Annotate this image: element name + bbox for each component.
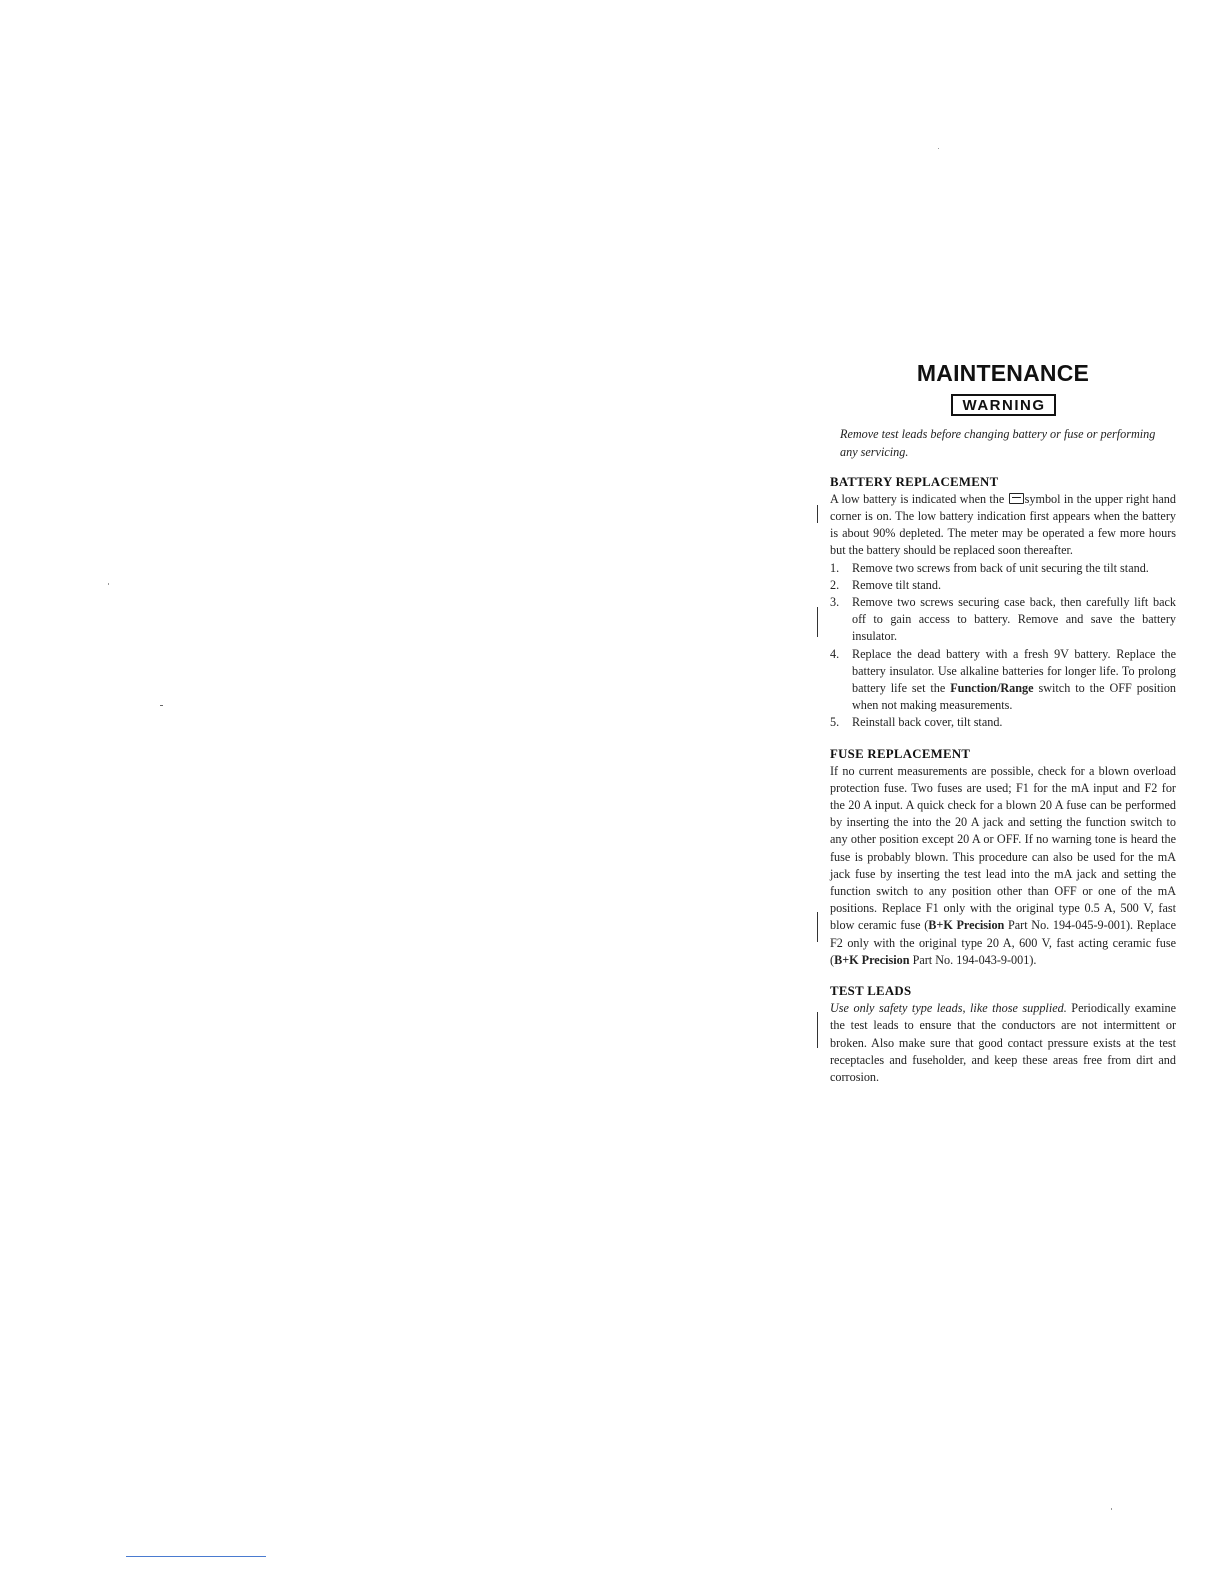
battery-intro-start: A low battery is indicated when the — [830, 491, 1005, 506]
maintenance-column — [830, 360, 1177, 1086]
change-bar — [817, 607, 818, 637]
change-bar — [817, 1012, 818, 1048]
list-item — [830, 646, 1176, 715]
battery-intro — [830, 491, 1176, 560]
brand-name: B+K Precision — [834, 952, 910, 967]
step-text-start: Replace the dead battery with a fresh 9V battery. Replace the battery insulator. Use alkaline batteries for longer life. To prolong battery life set the — [852, 646, 1176, 696]
step-text — [852, 646, 1176, 715]
function-range-term: Function/Range — [950, 681, 1034, 696]
battery-section — [830, 474, 1176, 732]
step-number: 5. — [830, 715, 840, 730]
fuse-text-2: Part No. 194-045-9-001). Replace F2 only with the original type 20 A, 600 V, fast acting ceramic fuse ( — [830, 918, 1176, 967]
step-number: 2. — [830, 577, 840, 592]
change-bar — [817, 505, 818, 523]
battery-heading: BATTERY REPLACEMENT — [830, 474, 999, 489]
step-number: 1. — [830, 560, 840, 575]
step-number: 4. — [830, 646, 840, 661]
list-item — [830, 577, 1176, 594]
battery-steps — [830, 560, 1176, 732]
step-text-end: switch to the OFF position when not making measurements. — [852, 681, 1177, 713]
warning-wrap — [830, 394, 1176, 416]
step-text: Reinstall back cover, tilt stand. — [852, 715, 1003, 730]
fuse-heading: FUSE REPLACEMENT — [830, 746, 971, 761]
fuse-text-1: If no current measurements are possible, check for a blown overload protection fuse. Two fuses are used; F1 for the mA input and F2 for the 20 A input. A quick check for a blown 20 A fuse can be performed by inserting the into the 20 A jack and setting the function switch to any other position except 20 A or OFF. If no warning tone is heard the fuse is probably blown. This procedure can also be used for the mA jack fuse by inserting the test lead into the mA jack and setting the function switch to any position other than OFF or one of the mA positions. Replace F1 only with the original type 0.5 A, 500 V, fast blow ceramic fuse ( — [830, 763, 1176, 933]
step-text: Remove two screws securing case back, then carefully lift back off to gain access to battery. Remove and save the battery insulator. — [852, 595, 1176, 644]
battery-icon — [1009, 493, 1024, 504]
test-leads-text: Periodically examine the test leads to ensure that the conductors are not intermittent or broken. Also make sure that good contact pressure exists at the test receptacles and fuseholder, and keep these areas free from dirt and corrosion. — [830, 1001, 1176, 1084]
fuse-text-3: Part No. 194-043-9-001). — [909, 952, 1037, 967]
warning-label: WARNING — [951, 394, 1056, 416]
scan-speck — [938, 148, 939, 149]
test-leads-emphasis: Use only safety type leads, like those supplied. — [830, 1001, 1067, 1016]
page-title: MAINTENANCE — [916, 360, 1090, 386]
test-leads-section — [830, 983, 1176, 1086]
bottom-rule — [126, 1556, 266, 1557]
list-item — [830, 714, 1176, 731]
fuse-section — [830, 746, 1176, 969]
scan-speck — [1111, 1508, 1112, 1510]
warning-text: Remove test leads before changing battery or fuse or performing any servicing. — [840, 427, 1156, 459]
scan-speck — [108, 583, 109, 585]
step-text: Remove tilt stand. — [852, 577, 942, 592]
list-item — [830, 594, 1176, 646]
change-bar — [817, 912, 818, 942]
fuse-body — [830, 763, 1176, 969]
scan-speck — [160, 705, 163, 706]
test-leads-body — [830, 1000, 1176, 1086]
step-number: 3. — [830, 595, 840, 610]
list-item — [830, 560, 1176, 577]
test-leads-heading: TEST LEADS — [830, 984, 912, 999]
step-text: Remove two screws from back of unit securing the tilt stand. — [852, 560, 1149, 575]
brand-name: B+K Precision — [928, 918, 1005, 933]
battery-intro-end: symbol in the upper right hand corner is on. The low battery indication first appears when the battery is about 90% depleted. The meter may be operated a few more hours but the battery should be replaced soon thereafter. — [830, 491, 1176, 558]
